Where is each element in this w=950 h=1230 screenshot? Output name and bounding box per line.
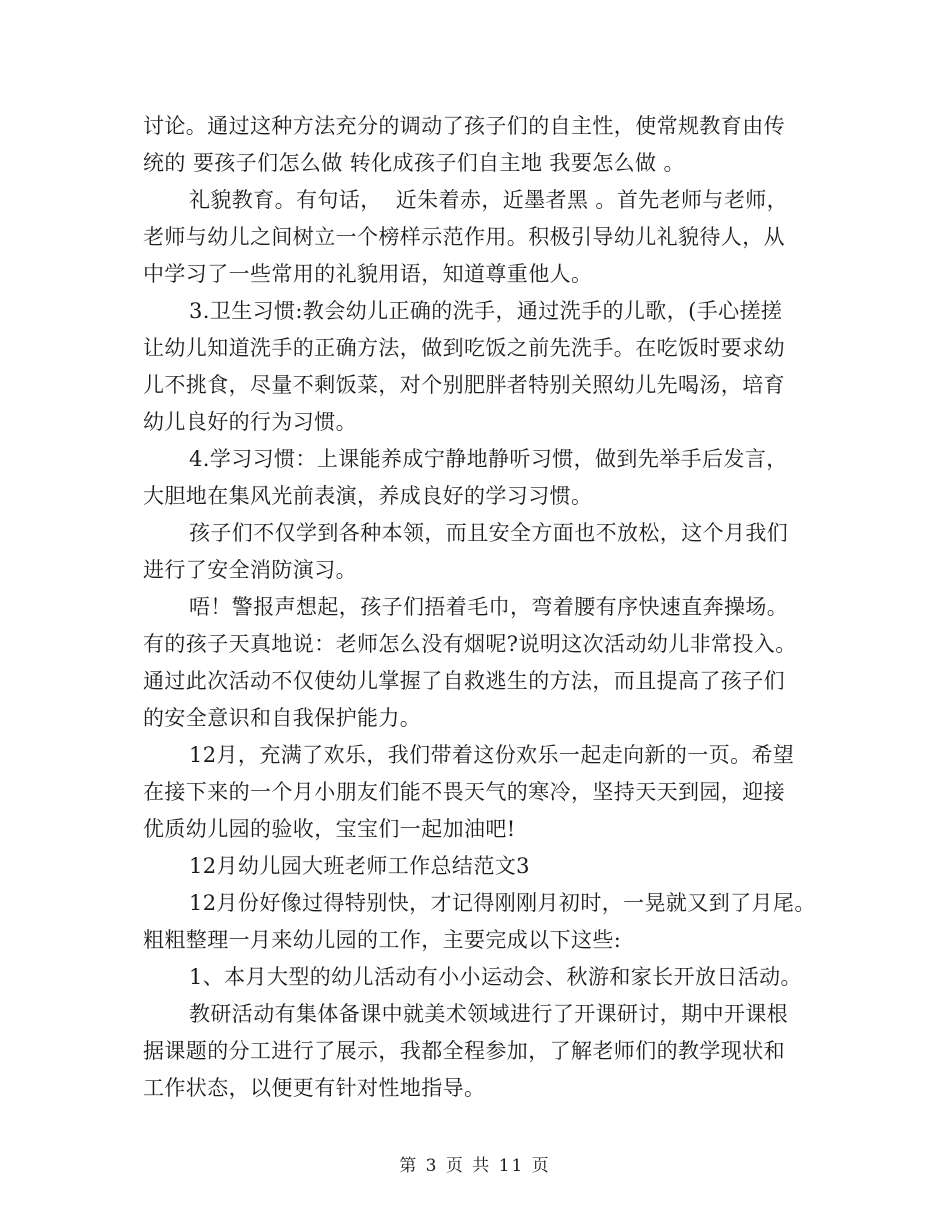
text-line: 通过此次活动不仅使幼儿掌握了自救逃生的方法，而且提高了孩子们 — [143, 669, 785, 693]
text-line: 唔！警报声想起，孩子们捂着毛巾，弯着腰有序快速直奔操场。 — [189, 595, 789, 619]
text-line: 4.学习习惯：上课能养成宁静地静听习惯，做到先举手后发言， — [189, 447, 788, 471]
text-line: 老师与幼儿之间树立一个榜样示范作用。积极引导幼儿礼貌待人，从 — [143, 225, 785, 249]
text-line: 进行了安全消防演习。 — [143, 558, 357, 582]
text-line: 12月份好像过得特别快，才记得刚刚月初时，一晃就又到了月尾。 — [189, 891, 816, 915]
text-line: 1、本月大型的幼儿活动有小小运动会、秋游和家长开放日活动。 — [189, 965, 802, 989]
text-line: 儿不挑食，尽量不剩饭菜，对个别肥胖者特别关照幼儿先喝汤，培育 — [143, 373, 785, 397]
text-line: 孩子们不仅学到各种本领，而且安全方面也不放松，这个月我们 — [189, 521, 789, 545]
text-line: 让幼儿知道洗手的正确方法，做到吃饭之前先洗手。在吃饭时要求幼 — [143, 336, 785, 360]
text-line: 工作状态，以便更有针对性地指导。 — [143, 1076, 486, 1100]
text-line: 粗粗整理一月来幼儿园的工作，主要完成以下这些: — [143, 928, 622, 952]
text-line: 优质幼儿园的验收，宝宝们一起加油吧! — [143, 817, 516, 841]
text-line: 3.卫生习惯:教会幼儿正确的洗手，通过洗手的儿歌，(手心搓搓 — [189, 299, 783, 323]
text-line: 12月，充满了欢乐，我们带着这份欢乐一起走向新的一页。希望 — [189, 743, 795, 767]
text-line: 据课题的分工进行了展示，我都全程参加，了解老师们的教学现状和 — [143, 1039, 785, 1063]
text-line: 讨论。通过这种方法充分的调动了孩子们的自主性，使常规教育由传 — [143, 114, 785, 138]
text-line: 统的 要孩子们怎么做 转化成孩子们自主地 我要怎么做 。 — [143, 151, 685, 175]
text-line: 大胆地在集风光前表演，养成良好的学习习惯。 — [143, 484, 593, 508]
text-line: 教研活动有集体备课中就美术领域进行了开课研讨，期中开课根 — [189, 1002, 789, 1026]
text-line: 幼儿良好的行为习惯。 — [143, 410, 357, 434]
text-line: 的安全意识和自我保护能力。 — [143, 706, 422, 730]
text-line: 礼貌教育。有句话， 近朱着赤，近墨者黑 。首先老师与老师， — [189, 188, 789, 212]
text-line: 在接下来的一个月小朋友们能不畏天气的寒冷，坚持天天到园，迎接 — [143, 780, 785, 804]
page-number: 第 3 页 共 11 页 — [399, 1156, 551, 1176]
text-line: 有的孩子天真地说：老师怎么没有烟呢?说明这次活动幼儿非常投入。 — [143, 632, 797, 656]
text-line: 中学习了一些常用的礼貌用语，知道尊重他人。 — [143, 262, 593, 286]
section-heading: 12月幼儿园大班老师工作总结范文3 — [189, 854, 530, 878]
